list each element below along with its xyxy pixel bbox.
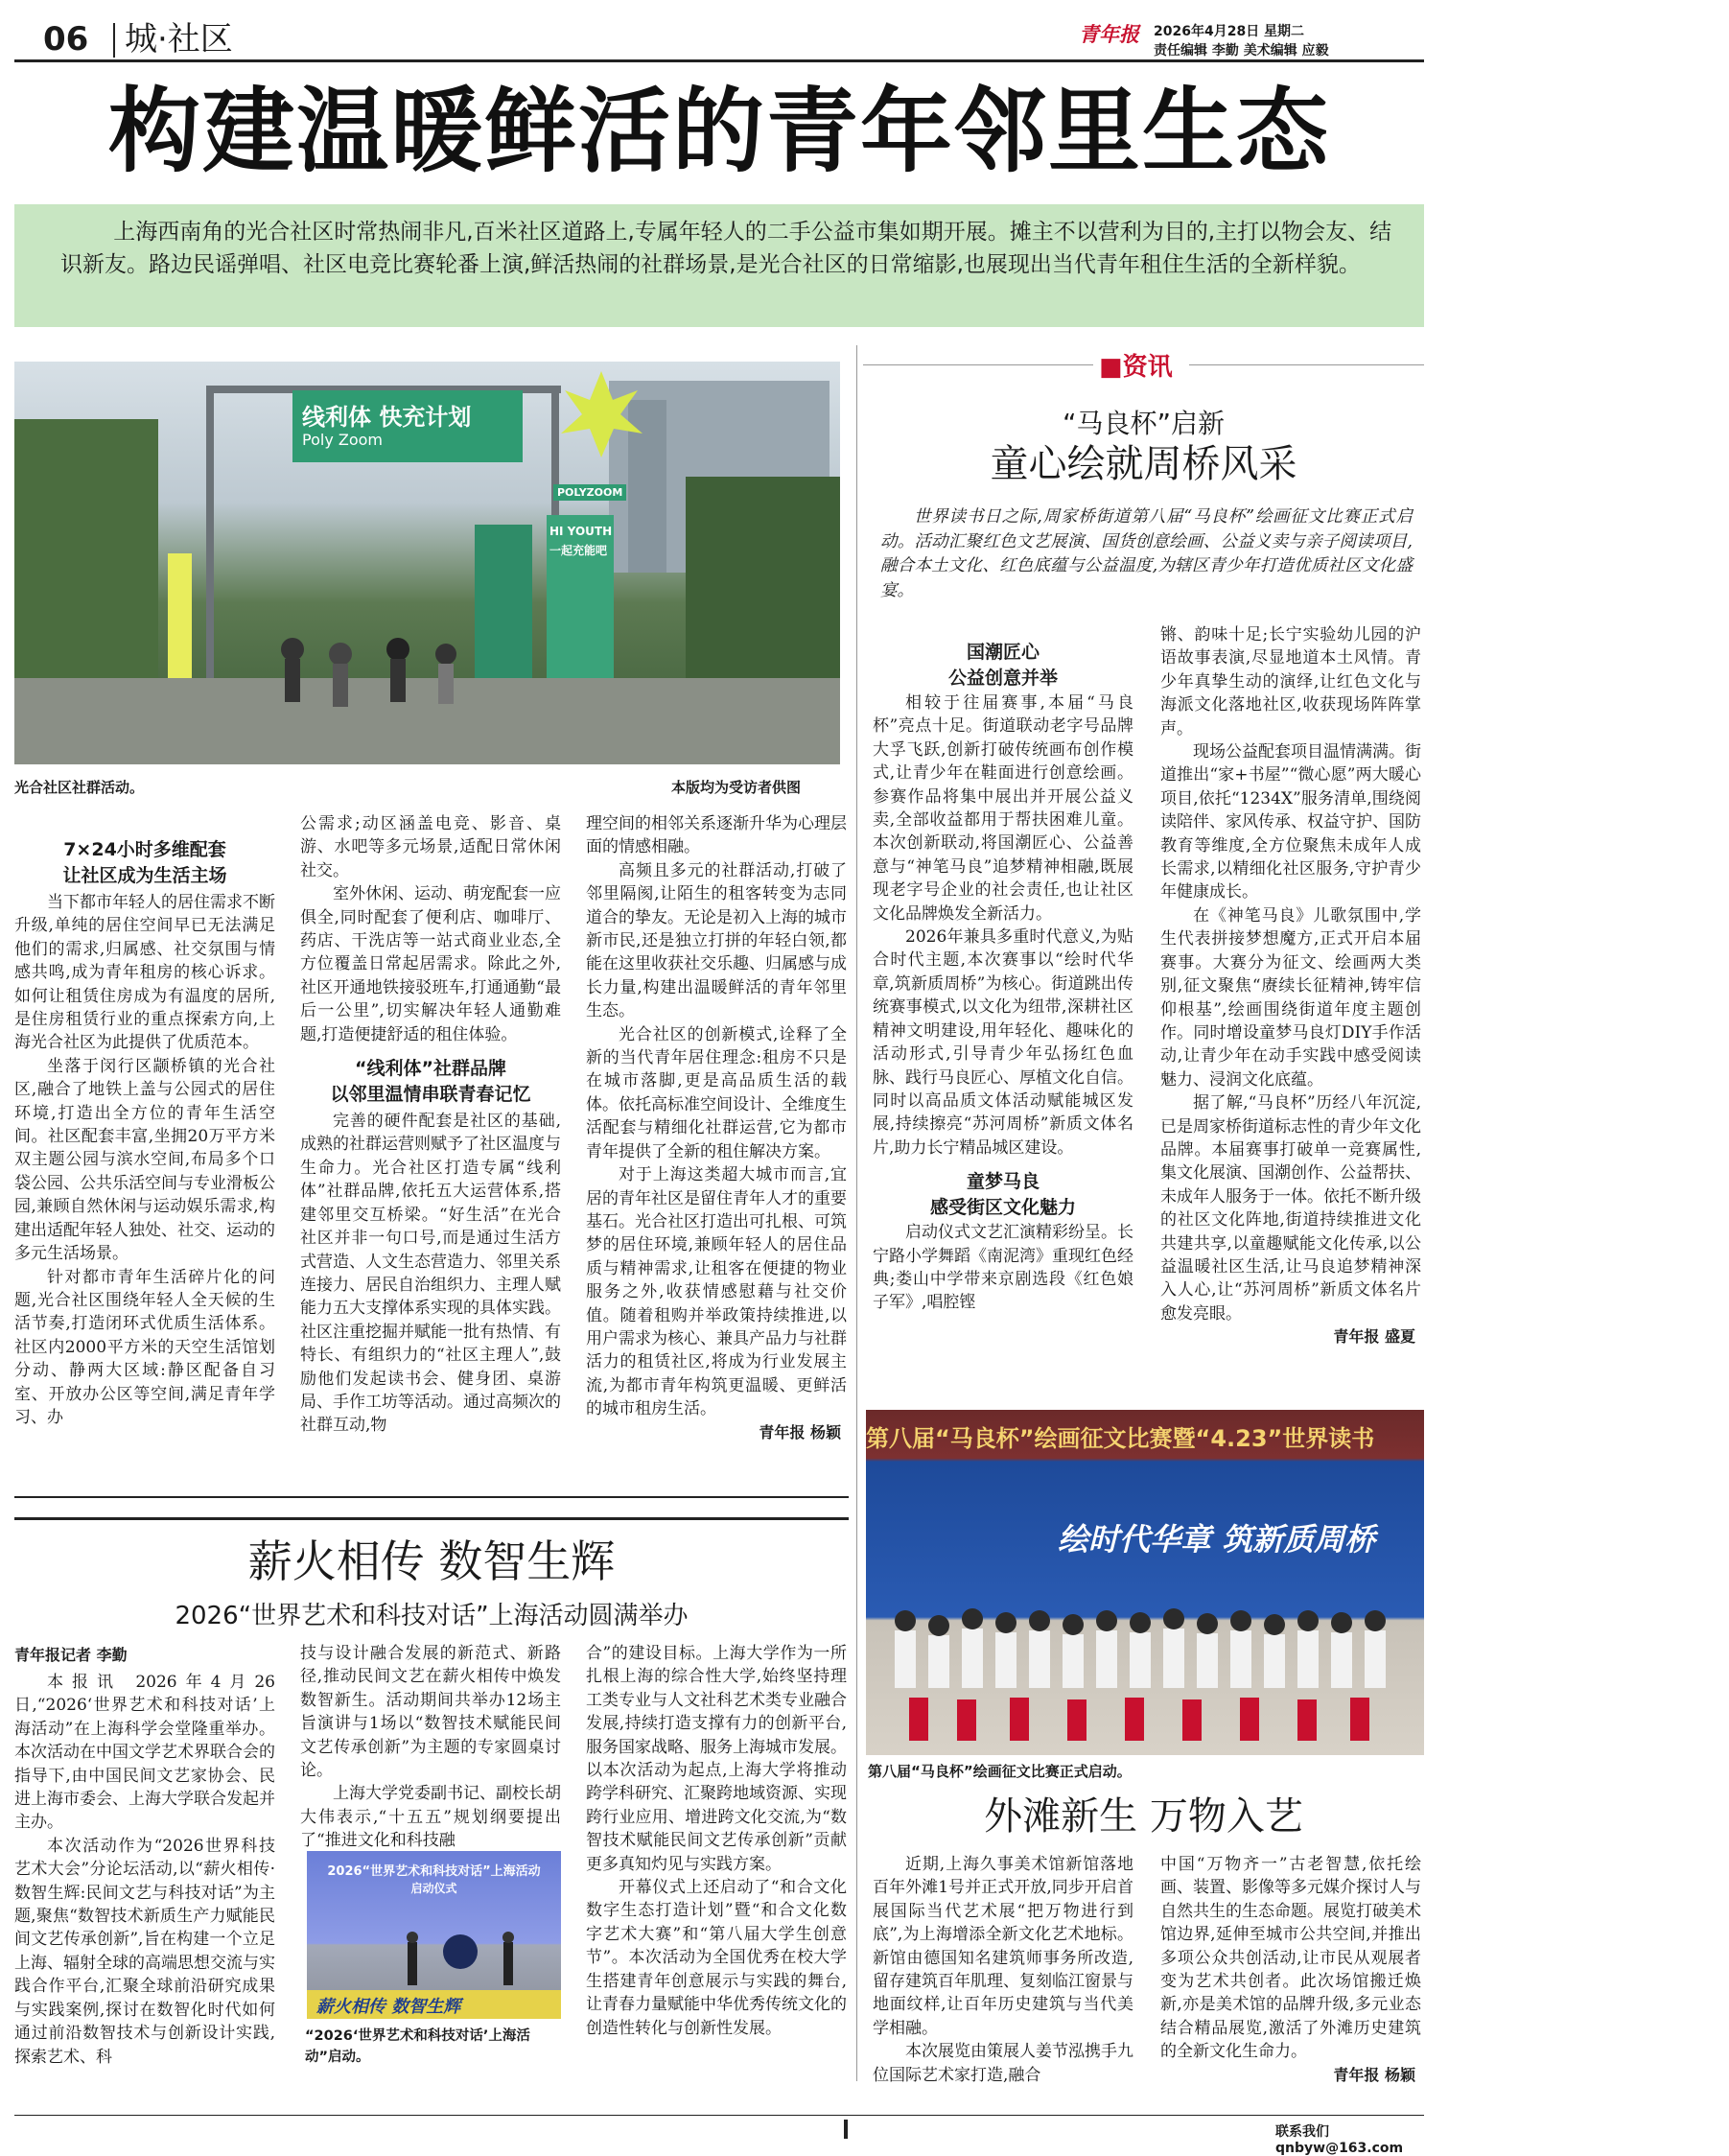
paragraph: 现场公益配套项目温情满满。街道推出“家+书屋”“微心愿”两大暖心项目,依托“1234X”服务清单,围绕阅读陪伴、家风传承、权益守护、国防教育等维度,全方位聚焦未成年人成长需求,以精细化社区服务,守护青少年健康成长。	[1160, 742, 1421, 902]
info-photo-screen: 绘时代华章 筑新质周桥	[1058, 1521, 1376, 1558]
info-intro: 世界读书日之际,周家桥街道第八届“马良杯”绘画征文比赛正式启动。活动汇聚红色文艺展演、国货创意绘画、公益义卖与亲子阅读项目,融合本土文化、红色底蕴与公益温度,为辖区青少年打造优质社区文化盛宴。	[880, 507, 1413, 600]
lead-subhead-1: 7×24小时多维配套 让社区成为生活主场	[62, 839, 227, 886]
byline-sign: 青年报 杨颖	[1333, 2065, 1415, 2084]
info-tag-rule	[1189, 364, 1424, 365]
paragraph: 开幕仪式上还启动了“和合文化数字生态打造计划”暨“和合文化数字艺术大赛”和“第八届大学生创意节”。本次活动为全国优秀在校大学生搭建青年创意展示与实践的舞台,让青春力量赋能中华优秀传统文化的创造性转化与创新性发展。	[586, 1878, 847, 2038]
photo-banner-text: 线利体 快充计划	[302, 404, 472, 431]
info-subhead-1: 国潮匠心 公益创意并举	[947, 642, 1058, 689]
footer-fold-marks	[844, 2120, 848, 2139]
paragraph: 对于上海这类超大城市而言,宜居的青年社区是留住青年人才的重要基石。光合社区打造出可扎根、可筑梦的居住环境,兼顾年轻人的居住品质与精神需求,让租客在便捷的物业服务之外,收获情感慰藉与社交价值。随着租购并举政策持续推进,以用户需求为核心、兼具产品力与社群活力的租赁社区,将成为行业发展主流,为都市青年构筑更温暖、更鲜活的城市租房生活。	[586, 1165, 847, 1419]
paragraph: 2026年兼具多重时代意义,为贴合时代主题,本次赛事以“绘时代华章,筑新质周桥”为核心。街道跳出传统赛事模式,以文化为纽带,深耕社区精神文明建设,用年轻化、趣味化的活动形式,引导青少年弘扬红色血脉、践行马良匠心、厚植文化自信。同时以高品质文体活动赋能城区发展,持续擦亮“苏河周桥”新质文体名片,助力长宁精品城区建设。	[873, 927, 1133, 1158]
paragraph: 针对都市青年生活碎片化的问题,光合社区围绕年轻人全天候的生活节奏,打造闭环式优质生活体系。社区内2000平方米的天空生活馆划分动、静两大区域:静区配备自习室、开放办公区等空间,满足青年学习、办	[14, 1267, 275, 1427]
info-photo-caption: 第八届“马良杯”绘画征文比赛正式启动。	[868, 1763, 1132, 1780]
paragraph: 上海大学党委副书记、副校长胡大伟表示,“十五五”规划纲要提出了“推进文化和科技融	[300, 1784, 561, 1851]
art-subhead: 2026“世界艺术和科技对话”上海活动圆满举办	[175, 1602, 689, 1630]
photo-sign-3: POLYZOOM	[553, 484, 626, 501]
paragraph: 当下都市年轻人的居住需求不断升级,单纯的居住空间早已无法满足他们的需求,归属感、社交氛围与情感共鸣,成为青年租房的核心诉求。如何让租赁住房成为有温度的居所,是住房租赁行业的重点探索方向,上海光合社区为此提供了优质范本。	[14, 893, 275, 1053]
paragraph: 中国“万物齐一”古老智慧,依托绘画、装置、影像等多元媒介探讨人与自然共生的生态命题。展览打破美术馆边界,延伸至城市公共空间,并推出多项公众共创活动,让市民从观展者变为艺术共创者。此次场馆搬迁焕新,亦是美术馆的品牌升级,多元业态结合精品展览,激活了外滩历史建筑的全新文化生命力。	[1160, 1855, 1421, 2062]
paragraph: 本次活动作为“2026世界科技艺术大会”分论坛活动,以“薪火相传·数智生辉:民间文艺与科技对话”为主题,聚焦“数智技术新质生产力赋能民间文艺传承创新”,旨在构建一个立足上海、辐射全球的高端思想交流与实践合作平台,汇聚全球前沿研究成果与实践案例,探讨在数智化时代如何通过前沿数智技术与创新设计实践,探索艺术、科	[14, 1836, 275, 2067]
art-photo-caption: “2026‘世界艺术和科技对话’上海活动”启动。	[305, 2028, 530, 2065]
paragraph: 室外休闲、运动、萌宠配套一应俱全,同时配套了便利店、咖啡厅、药店、干洗店等一站式商业业态,全方位覆盖日常起居需求。除此之外,社区开通地铁接驳班车,打通通勤“最后一公里”,切实解决年轻人通勤难题,打造便捷舒适的租住体验。	[300, 884, 561, 1044]
info-tag: ■资讯	[1099, 353, 1173, 382]
paragraph: 高频且多元的社群活动,打破了邻里隔阂,让陌生的租客转变为志同道合的挚友。无论是初入上海的城市新市民,还是独立打拼的年轻白领,都能在这里收获社交乐趣、归属感与成长力量,构建出温暖鲜活的青年邻里生态。	[586, 860, 847, 1021]
footer-contact: 联系我们 qnbyw@163.com	[1275, 2124, 1404, 2156]
lead-summary-box	[14, 204, 1424, 327]
masthead	[14, 12, 1424, 61]
crowd-illustration	[866, 1592, 1424, 1755]
paragraph: 坐落于闵行区颛桥镇的光合社区,融合了地铁上盖与公园式的居住环境,打造出全方位的青年生活空间。社区配套丰富,坐拥20万平方米双主题公园与滨水空间,布局多个口袋公园、公共乐活空间与专业滑板公园,兼顾自然休闲与运动娱乐需求,构建出适配年轻人独处、社交、运动的多元生活场景。	[14, 1056, 275, 1264]
art-headline: 薪火相传 数智生辉	[247, 1535, 616, 1587]
paragraph: 本次展览由策展人姜节泓携手九位国际艺术家打造,融合	[873, 2042, 1133, 2085]
paragraph: 锵、韵味十足;长宁实验幼儿园的沪语故事表演,尽显地道本土风情。青少年真挚生动的演绎,让红色文化与海派文化落地社区,收获现场阵阵掌声。	[1160, 625, 1421, 738]
art-photo	[307, 1851, 561, 2019]
lead-photo-caption: 光合社区社群活动。	[14, 779, 145, 796]
art-photo-title: 2026“世界艺术和科技对话”上海活动	[327, 1864, 541, 1879]
info-kicker: “马良杯”启新	[1062, 408, 1225, 439]
lead-column-1	[14, 837, 275, 1489]
paragraph: 理空间的相邻关系逐渐升华为心理层面的情感相融。	[586, 814, 847, 857]
lead-photo	[14, 362, 840, 764]
info-tag-rule	[863, 364, 1093, 365]
masthead-rule	[14, 59, 1424, 62]
lead-subhead-2: “线利体”社群品牌 以邻里温情串联青春记忆	[330, 1058, 531, 1106]
divider	[856, 345, 857, 2081]
masthead-divider	[113, 23, 115, 58]
lead-column-2	[300, 812, 561, 1489]
paragraph: 据了解,“马良杯”历经八年沉淀,已是周家桥街道标志性的青少年文化品牌。本届赛事打破单一竞赛属性,集文化展演、国潮创作、公益帮扶、未成年人服务于一体。依托不断升级的社区文化阵地,街道持续推进文化共建共享,以童趣赋能文化传承,以公益温暖社区生活,让马良追梦精神深入人心,让“苏河周桥”新质文体名片愈发亮眼。	[1160, 1093, 1421, 1324]
divider	[14, 1496, 849, 1498]
paragraph: 近期,上海久事美术馆新馆落地百年外滩1号并正式开放,同步开启首展国际当代艺术展“把万物进行到底”,为上海增添全新文化艺术地标。新馆由德国知名建筑师事务所改造,留存建筑百年肌理、复刻临江窗景与地面纹样,让百年历史建筑与当代美学相融。	[873, 1855, 1133, 2038]
art-top-rule	[14, 1517, 849, 1520]
lead-photo-credit: 本版均为受访者供图	[671, 779, 802, 796]
section-name: 城·社区	[125, 20, 233, 59]
byline-sign: 青年报 盛夏	[1333, 1327, 1415, 1347]
paragraph: 公需求;动区涵盖电竞、影音、桌游、水吧等多元场景,适配日常休闲社交。	[300, 814, 561, 880]
lead-headline: 构建温暖鲜活的青年邻里生态	[108, 78, 1330, 185]
info-column-B	[1160, 623, 1421, 1395]
bund-column-2	[1160, 1853, 1421, 2083]
paragraph: 启动仪式文艺汇演精彩纷呈。长宁路小学舞蹈《南泥湾》重现红色经典;娄山中学带来京剧选段《红色娘子军》,唱腔铿	[873, 1223, 1133, 1313]
info-photo	[866, 1410, 1424, 1755]
art-column-2	[300, 1642, 561, 1851]
paragraph: 合”的建设目标。上海大学作为一所扎根上海的综合性大学,始终坚持理工类专业与人文社科艺术类专业融合发展,持续打造支撑有力的创新平台,服务国家战略、服务上海城市发展。以本次活动为起点,上海大学将推动跨学科研究、汇聚跨地域资源、实现跨行业应用、增进跨文化交流,为“数智技术赋能民间文艺传承创新”贡献更多真知灼见与实践方案。	[586, 1644, 847, 1874]
issue-date: 2026年4月28日 星期二	[1154, 24, 1305, 39]
art-byline: 青年报记者 李勤	[14, 1646, 128, 1664]
paragraph: 相较于往届赛事,本届“马良杯”亮点十足。街道联动老字号品牌大孚飞跃,创新打破传统画布创作模式,让青少年在鞋面进行创意绘画。参赛作品将集中展出并开展公益义卖,全部收益都用于帮扶困难儿童。本次创新联动,将国潮匠心、公益善意与“神笔马良”追梦精神相融,既展现老字号企业的社会责任,也让社区文化品牌焕发全新活力。	[873, 693, 1133, 924]
newspaper-logo: 青年报	[1079, 22, 1139, 46]
paragraph: 光合社区的创新模式,诠释了全新的当代青年居住理念:租房不只是在城市落脚,更是高品质生活的载体。依托高标准空间设计、全维度生活配套与精细化社群运营,它为都市青年提供了全新的租住解决方案。	[586, 1024, 847, 1161]
bund-column-1	[873, 1853, 1133, 2083]
page-number: 06	[43, 20, 89, 59]
lead-summary: 上海西南角的光合社区时常热闹非凡,百米社区道路上,专属年轻人的二手公益市集如期开展。摊主不以营利为目的,主打以物会友、结识新友。路边民谣弹唱、社区电竞比赛轮番上演,鲜活热闹的社群场景,是光合社区的日常缩影,也展现出当代青年租住生活的全新样貌。	[60, 220, 1392, 277]
photo-banner-en: Poly Zoom	[302, 431, 383, 449]
editors-line: 责任编辑 李勤 美术编辑 应毅	[1154, 43, 1329, 59]
byline-sign: 青年报 杨颖	[759, 1422, 841, 1441]
art-column-1	[14, 1671, 275, 2083]
lead-column-3	[586, 812, 847, 1489]
info-column-A	[873, 640, 1133, 1395]
paragraph: 技与设计融合发展的新范式、新路径,推动民间文艺在薪火相传中焕发数智新生。活动期间共举办12场主旨演讲与1场以“数智技术赋能民间文艺传承创新”为主题的专家圆桌讨论。	[300, 1644, 561, 1781]
info-subhead-2: 童梦马良 感受街区文化魅力	[929, 1171, 1076, 1219]
art-photo-subtitle: 启动仪式	[410, 1882, 457, 1895]
paragraph: 在《神笔马良》儿歌氛围中,学生代表拼接梦想魔方,正式开启本届赛事。大赛分为征文、绘画两大类别,征文聚焦“赓续长征精神,铸牢信仰根基”,绘画围绕街道年度主题创作。同时增设童梦马良灯DIY手作活动,让青少年在动手实践中感受阅读魅力、浸润文化底蕴。	[1160, 905, 1421, 1090]
paragraph: 完善的硬件配套是社区的基础,成熟的社群运营则赋予了社区温度与生命力。光合社区打造专属“线利体”社群品牌,依托五大运营体系,搭建邻里交互桥梁。“好生活”在光合社区并非一句口号,而是通过生活方式营造、人文生态营造力、邻里关系连接力、居民自治组织力、主理人赋能力五大支撑体系实现的具体实践。社区注重挖掘并赋能一批有热情、有特长、有组织力的“社区主理人”,鼓励他们发起读书会、健身团、桌游局、手作工坊等活动。通过高频次的社群互动,物	[300, 1112, 561, 1436]
bund-headline: 外滩新生 万物入艺	[984, 1794, 1303, 1839]
paragraph: 本报讯 2026年4月26日,“2026‘世界艺术和科技对话’上海活动”在上海科学会堂隆重举办。本次活动在中国文学艺术界联合会的指导下,由中国民间文艺家协会、民进上海市委会、上海大学联合发起并主办。	[14, 1673, 275, 1833]
art-column-3	[586, 1642, 847, 2083]
photo-sign-1: HI YOUTH	[549, 525, 613, 538]
info-photo-banner: 第八届“马良杯”绘画征文比赛暨“4.23”世界读书	[866, 1425, 1375, 1452]
photo-sign-2: 一起充能吧	[549, 544, 608, 557]
footer-rule	[14, 2115, 1424, 2116]
info-headline: 童心绘就周桥风采	[990, 442, 1297, 486]
art-photo-stage: 薪火相传 数智生辉	[316, 1997, 461, 2017]
